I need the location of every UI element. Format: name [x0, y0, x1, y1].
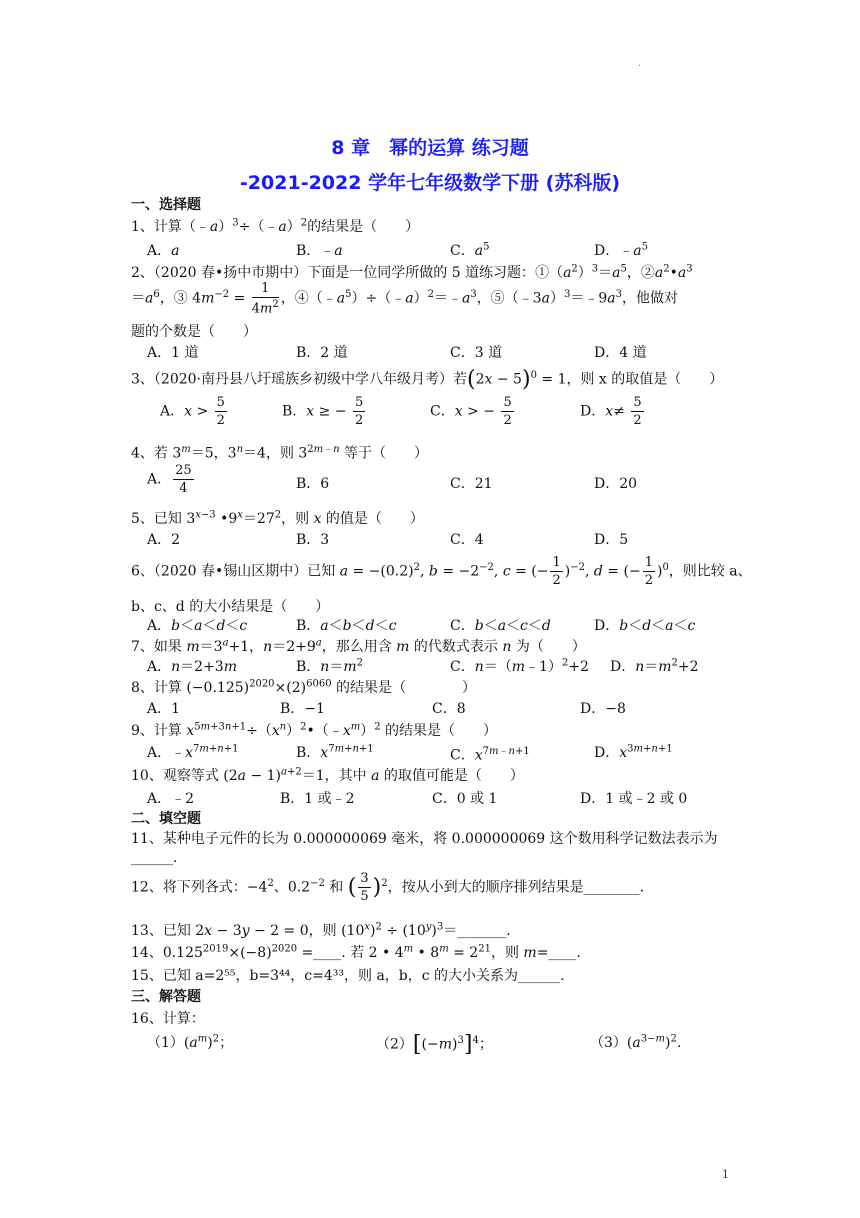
q6-option-b: B．a＜b＜d＜c	[296, 618, 397, 634]
q9-option-c: C．$x^{7m﹣n+1}$	[450, 746, 530, 764]
q3-option-a: A．x > $\frac{5}{2}$	[160, 395, 225, 428]
q3-option-c: C．x > − $\frac{5}{2}$	[430, 395, 512, 428]
q6-option-a: A．b＜a＜d＜c	[147, 618, 248, 634]
q9-option-d: D．$x^{3m+n+1}$	[594, 743, 673, 761]
question-2-line-3: 题的个数是（ ）	[131, 324, 257, 340]
section-choice: 一、选择题	[131, 197, 201, 213]
question-8: 8、计算 $(-0.125)^{2020}\times(2)^{6060}$ 的结果是（ ）	[131, 678, 477, 696]
question-2-line-2: $=a^6$，③ $4m^{-2}$ = $\frac{1}{4m^2}$ ，$④(﹣a^5)\div(﹣a)^2=﹣a^3$，$⑤(﹣3a)^3=﹣9a^3$，他做对	[131, 281, 678, 317]
section-fill-blank: 二、填空题	[131, 811, 201, 827]
q8-option-d: D．−8	[580, 701, 626, 717]
q10-option-a: A．﹣2	[147, 791, 195, 807]
title-line-2: -2021-2022 学年七年级数学下册 (苏科版)	[239, 172, 621, 194]
q5-option-d: D．5	[594, 532, 629, 548]
question-14: 14、$0.125^{2019}\times(-8)^{2020}$ =____. 若 2 • 4$^m$ • $8^m = 2^{21}$，则 m=____.	[131, 943, 581, 961]
q10-option-b: B．1 或﹣2	[280, 791, 355, 807]
question-13: 13、已知 2x − 3y − 2 = 0，则 $(10^x)^2$ ÷ $(10^y)^3=\_\_\_\_\_\_\_$.	[131, 921, 511, 939]
question-16: 16、计算：	[131, 1011, 205, 1027]
question-6-line-1: 6、（2020 春•锡山区期中）已知 $a = -(0.2)^2$, $b = -2^{-2}$, c = (− $\frac{1}{2}$ )$^{-2}$, d = (− $\frac{1}{2}$ )$^0$，则比较 a、	[131, 555, 752, 588]
q10-option-d: D．1 或﹣2 或 0	[580, 791, 688, 807]
title-line-1: 8 章 幂的运算 练习题	[331, 137, 529, 159]
q5-option-b: B．3	[296, 532, 330, 548]
question-11-line-2: ______.	[131, 850, 178, 866]
q6-option-d: D．b＜d＜a＜c	[594, 618, 696, 634]
question-9: 9、计算 $x^{5m+3n+1}\div(x^n)^2•(﹣x^m)^2$ 的结果是（ ）	[131, 721, 498, 739]
q9-option-b: B．$x^{7m+n+1}$	[296, 743, 374, 761]
q8-option-a: A．1	[147, 701, 181, 717]
section-answer: 三、解答题	[131, 989, 201, 1005]
q3-option-d: D．x≠ $\frac{5}{2}$	[580, 395, 642, 428]
q4-option-c: C．21	[450, 476, 493, 492]
q1-option-d: D．$﹣a^5$	[594, 241, 648, 259]
q8-option-b: B．−1	[280, 701, 325, 717]
q7-option-c: C．n＝（m﹣1）$^2$+2	[450, 657, 589, 675]
q1-option-c: C．$a^5$	[450, 241, 490, 259]
q2-option-d: D．4 道	[594, 345, 647, 361]
q16-part-2: $(2)[(-m)^3]^4$；	[376, 1032, 493, 1057]
q2-option-c: C．3 道	[450, 345, 503, 361]
q10-option-c: C．0 或 1	[432, 791, 498, 807]
page-mark: .	[638, 58, 642, 69]
question-12: 12、将下列各式：$-4^2$、$0.2^{-2}$ 和 ( $\frac{3}{5}$ )$^2$，按从小到大的顺序排列结果是________.	[131, 871, 645, 904]
question-2-line-1: 2、（2020 春•扬中市期中）下面是一位同学所做的 5 道练习题：$①(a^2)^3=a^5$，$②a^2•a^3$	[131, 263, 693, 281]
q2-option-b: B．2 道	[296, 345, 348, 361]
q8-option-c: C．8	[432, 701, 466, 717]
question-7: 7、如果 $m=3^a+1$，$n=2+9^a$，那么用含 m 的代数式表示 n 为（ ）	[131, 637, 586, 655]
q1-option-a: A．a	[147, 243, 180, 259]
q4-option-b: B．6	[296, 476, 330, 492]
q7-option-b: B．$n=m^2$	[296, 657, 363, 675]
question-4: 4、若 $3^m=5$，$3^n=4$，则 $3^{2m﹣n}$ 等于（ ）	[131, 444, 429, 462]
page-number: 1	[722, 1168, 729, 1181]
q7-option-a: A．n＝2+3m	[147, 659, 237, 675]
q7-option-d: D．$n=m^2+2$	[610, 657, 699, 675]
q5-option-c: C．4	[450, 532, 484, 548]
q16-part-3: $(3)(a^{3-m})^2$.	[590, 1033, 682, 1051]
q16-part-1: $(1)(a^m)^2$；	[147, 1033, 234, 1051]
question-11-line-1: 11、某种电子元件的长为 0.000000069 毫米，将 0.000000069 这个数用科学记数法表示为	[131, 831, 718, 847]
q2-option-a: A．1 道	[147, 345, 199, 361]
q9-option-a: A．$﹣x^{7m+n+1}$	[147, 743, 239, 761]
question-15: 15、已知 a=2⁵⁵，b=3⁴⁴，c=4³³，则 a，b，c 的大小关系为______.	[131, 968, 565, 984]
q1-option-b: B．﹣a	[296, 243, 343, 259]
question-1: 1、计算（﹣a）$^3$÷（﹣a）$^2$的结果是（ ）	[131, 217, 420, 235]
question-6-line-2: b、c、d 的大小结果是（ ）	[131, 599, 330, 615]
question-10: 10、观察等式 $(2a - 1)^{a+2}=1$，其中 a 的取值可能是（ ）	[131, 766, 524, 784]
q5-option-a: A．2	[147, 532, 181, 548]
q3-option-b: B．x ≥ − $\frac{5}{2}$	[282, 395, 364, 428]
q4-option-a: A． $\frac{25}{4}$	[147, 463, 192, 496]
question-5: 5、已知 $3^{x-3}$ $•9^x=27^2$，则 x 的值是（ ）	[131, 509, 424, 527]
q6-option-c: C．b＜a＜c＜d	[450, 618, 551, 634]
question-3: 3、（2020·南丹县八圩瑶族乡初级中学八年级月考）若$(2x - 5)^0 = 1$，则 x 的取值是（ ）	[131, 367, 724, 392]
q4-option-d: D．20	[594, 476, 638, 492]
